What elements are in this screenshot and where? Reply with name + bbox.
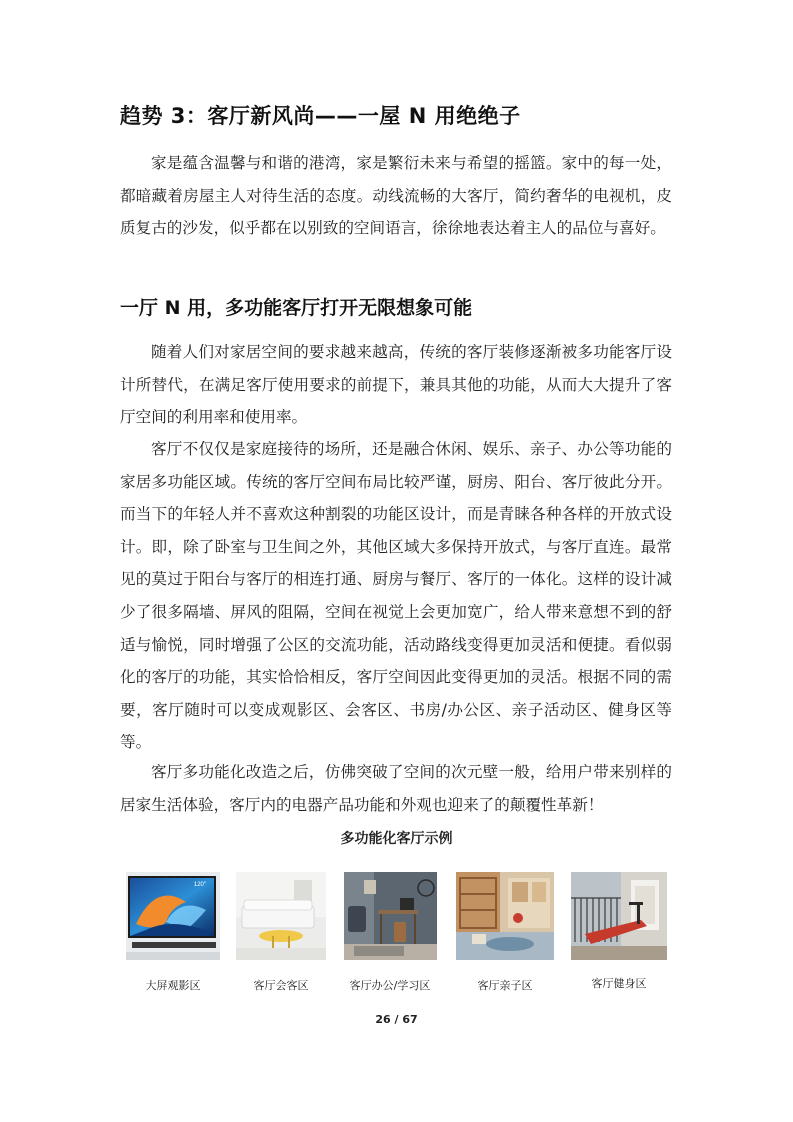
tv-size-badge: 120" xyxy=(193,882,206,888)
page-number: 26 / 67 xyxy=(375,1013,418,1026)
body-paragraph-3: 客厅多功能化改造之后，仿佛突破了空间的次元壁一般，给用户带来别样的居家生活体验，客厅内的电器产品功能和外观也迎来了的颠覆性革新！ xyxy=(120,763,672,814)
living-room-sofa-photo xyxy=(236,872,326,960)
caption-reception: 客厅会客区 xyxy=(253,979,309,992)
body-paragraph-1: 随着人们对家居空间的要求越来越高，传统的客厅装修逐渐被多功能客厅设计所替代，在满足客厅使用要求的前提下，兼具其他的功能，从而大大提升了客厅空间的利用率和使用率。 xyxy=(120,343,672,427)
kids-play-area-photo xyxy=(456,872,554,960)
home-office-photo xyxy=(344,872,437,960)
caption-parent-child: 客厅亲子区 xyxy=(477,979,533,992)
treadmill-gym-photo xyxy=(571,872,667,960)
section-heading: 趋势 3：客厅新风尚——一屋 N 用绝绝子 xyxy=(120,104,521,128)
caption-large-screen: 大屏观影区 xyxy=(145,979,201,992)
large-screen-tv-photo xyxy=(126,872,220,960)
caption-office-study: 客厅办公/学习区 xyxy=(349,979,431,992)
body-paragraph-2: 客厅不仅仅是家庭接待的场所，还是融合休闲、娱乐、亲子、办公等功能的家居多功能区域。传统的客厅空间布局比较严谨，厨房、阳台、客厅彼此分开。而当下的年轻人并不喜欢这种割裂的功能区设计，而是青睐各种各样的开放式设计。即，除了卧室与卫生间之外，其他区域大多保持开放式，与客厅直连。最常见的莫过于阳台与客厅的相连打通、厨房与餐厅、客厅的一体化。这样的设计减少了很多隔墙、屏风的阻隔，空间在视觉上会更加宽广，给人带来意想不到的舒适与愉悦，同时增强了公区的交流功能，活动路线变得更加灵活和便捷。看似弱化的客厅的功能，其实恰恰相反，客厅空间因此变得更加的灵活。根据不同的需要，客厅随时可以变成观影区、会客区、书房/办公区、亲子活动区、健身区等等。 xyxy=(120,440,672,752)
figure-title: 多功能化客厅示例 xyxy=(340,831,453,847)
subsection-heading: 一厅 N 用，多功能客厅打开无限想象可能 xyxy=(120,297,473,319)
intro-paragraph: 家是蕴含温馨与和谐的港湾，家是繁衍未来与希望的摇篮。家中的每一处，都暗藏着房屋主人对待生活的态度。动线流畅的大客厅，简约奢华的电视机，皮质复古的沙发，似乎都在以别致的空间语言，徐徐地表达着主人的品位与喜好。 xyxy=(120,154,672,238)
caption-fitness: 客厅健身区 xyxy=(591,977,647,990)
